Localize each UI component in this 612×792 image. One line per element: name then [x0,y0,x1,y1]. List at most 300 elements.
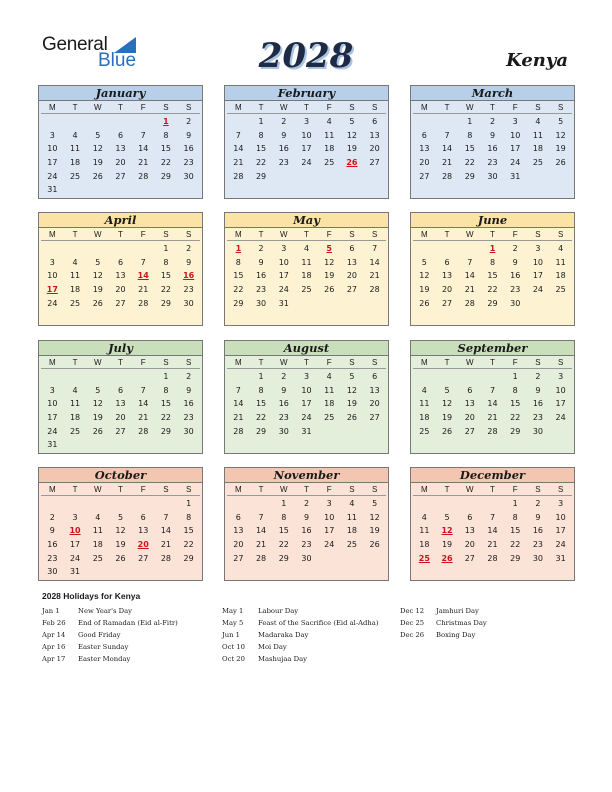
weekday-label: S [371,230,378,239]
weekday-header [413,101,572,114]
weekday-label: S [349,103,355,112]
weekday-label: F [326,103,332,112]
day-cell: 22 [160,413,172,423]
holiday-date: Oct 10 [222,643,245,651]
weekday-label: S [163,485,169,494]
holiday-day: 1 [235,244,242,253]
day-cell: 8 [467,130,473,140]
holiday-entry [42,641,178,653]
weekday-header [41,228,200,241]
day-cell: 3 [72,512,78,522]
weekday-label: S [371,103,378,112]
month-january [38,85,203,199]
weekday-label: M [49,230,56,239]
day-cell: 24 [47,426,58,436]
month-name: September [411,341,574,356]
day-cell: 10 [510,130,521,140]
weekday-label: T [258,230,264,239]
holiday-date: Dec 26 [400,631,425,639]
weekday-label: M [421,485,428,494]
weekday-label: S [557,485,564,494]
day-cell: 24 [324,540,335,550]
day-cell: 29 [278,553,289,563]
day-cell: 18 [92,540,103,550]
weekday-label: S [163,103,169,112]
day-cell: 27 [441,298,453,308]
day-cell: 4 [72,385,78,395]
day-cell: 22 [183,540,194,550]
day-cell: 29 [464,171,475,181]
day-cell: 17 [532,271,544,281]
holiday-entry [222,605,378,617]
day-cell: 10 [532,257,544,267]
day-cell: 22 [255,413,267,423]
weekday-label: S [349,230,355,239]
month-name: December [411,468,574,483]
weekday-label: S [349,358,355,367]
day-cell: 8 [163,257,169,267]
day-cell: 18 [324,144,335,154]
day-cell: 10 [278,257,289,267]
day-cell: 30 [183,426,194,436]
year-title: 2028 [258,36,354,76]
day-cell: 19 [346,144,358,154]
day-cell: 30 [532,426,544,436]
weekday-header [227,356,386,369]
month-june [410,212,575,326]
empty-cell [481,370,504,384]
day-cell: 20 [115,413,126,423]
month-name: May [225,213,388,228]
day-cell: 11 [69,399,81,409]
day-cell: 16 [183,399,194,409]
month-october [38,467,203,581]
weekday-label: F [140,230,146,239]
days-grid [41,370,200,452]
day-cell: 21 [487,540,498,550]
empty-cell [481,497,504,511]
empty-cell [458,497,481,511]
day-cell: 4 [72,257,78,267]
day-cell: 2 [186,372,192,381]
empty-cell [155,497,178,511]
logo-text-general: General [42,34,108,55]
day-cell: 3 [326,499,332,508]
day-cell: 17 [47,413,58,423]
day-cell: 7 [163,512,169,522]
day-cell: 11 [69,144,81,154]
day-cell: 29 [160,298,172,308]
day-cell: 13 [233,526,244,536]
day-cell: 22 [160,158,172,168]
day-cell: 19 [441,413,453,423]
day-cell: 11 [555,257,566,267]
day-cell: 10 [47,399,58,409]
day-cell: 6 [117,385,124,395]
day-cell: 7 [140,385,146,395]
empty-cell [64,115,87,129]
day-cell: 30 [278,426,289,436]
day-cell: 17 [510,144,521,154]
day-cell: 31 [69,567,81,577]
day-cell: 29 [233,298,244,308]
days-grid [41,115,200,197]
empty-cell [132,242,155,256]
day-cell: 9 [186,130,192,140]
day-cell: 11 [346,512,358,522]
day-cell: 16 [278,399,289,409]
empty-cell [109,497,132,511]
day-cell: 15 [183,526,194,536]
day-cell: 14 [233,399,244,409]
month-name: August [225,341,388,356]
weekday-label: T [258,358,264,367]
day-cell: 10 [47,271,58,281]
weekday-label: T [490,103,495,112]
day-cell: 9 [512,257,518,267]
days-grid [41,242,200,310]
day-cell: 24 [47,298,58,308]
holiday-day: 5 [326,244,332,253]
days-grid [227,370,386,438]
day-cell: 31 [47,440,58,450]
weekday-label: M [235,485,242,494]
day-cell: 28 [138,298,149,308]
day-cell: 26 [419,298,430,308]
day-cell: 25 [69,171,81,181]
day-cell: 2 [186,117,192,126]
weekday-label: S [535,358,541,367]
day-cell: 19 [419,285,430,295]
day-cell: 20 [115,158,126,168]
weekday-label: T [304,230,309,239]
day-cell: 22 [233,285,244,295]
day-cell: 9 [489,130,496,140]
day-cell: 23 [278,413,289,423]
day-cell: 8 [235,257,241,267]
day-cell: 23 [47,553,58,563]
empty-cell [436,242,459,256]
day-cell: 3 [535,244,541,253]
day-cell: 17 [555,399,566,409]
day-cell: 20 [369,144,380,154]
day-cell: 25 [92,553,103,563]
day-cell: 6 [372,117,378,126]
day-cell: 4 [558,244,564,253]
day-cell: 22 [487,285,498,295]
day-cell: 6 [467,385,473,395]
days-grid [227,497,386,565]
weekday-label: F [512,230,518,239]
empty-cell [132,370,155,384]
weekday-label: T [304,485,309,494]
day-cell: 22 [255,158,267,168]
empty-cell [436,115,459,129]
weekday-label: S [185,358,192,367]
day-cell: 10 [301,130,312,140]
day-cell: 8 [163,130,169,140]
day-cell: 20 [369,399,380,409]
day-cell: 5 [95,130,101,140]
month-september [410,340,575,454]
holiday-day: 25 [418,553,430,563]
month-name: April [39,213,202,228]
day-cell: 12 [115,526,126,536]
day-cell: 18 [301,271,312,281]
day-cell: 18 [532,144,544,154]
weekday-label: W [94,230,102,239]
weekday-label: F [140,358,146,367]
day-cell: 29 [183,553,194,563]
day-cell: 23 [510,285,521,295]
weekday-label: T [444,103,450,112]
weekday-label: T [490,230,495,239]
day-cell: 3 [303,117,310,126]
day-cell: 27 [419,171,430,181]
weekday-label: T [118,485,123,494]
day-cell: 16 [532,526,544,536]
holiday-date: Jun 1 [222,631,240,639]
month-name: October [39,468,202,483]
day-cell: 11 [324,385,335,395]
weekday-label: W [280,358,288,367]
holiday-column [222,605,378,665]
weekday-label: M [235,358,242,367]
weekday-label: M [235,103,242,112]
weekday-header [413,228,572,241]
day-cell: 2 [535,372,541,381]
day-cell: 5 [349,372,355,381]
day-cell: 12 [555,130,566,140]
weekday-label: S [535,485,541,494]
day-cell: 16 [183,144,194,154]
holiday-entry [222,653,378,665]
day-cell: 21 [464,285,475,295]
day-cell: 6 [235,512,241,522]
weekday-label: W [280,485,288,494]
day-cell: 1 [163,372,169,381]
day-cell: 16 [301,526,312,536]
day-cell: 17 [301,144,312,154]
day-cell: 7 [372,244,378,253]
day-cell: 22 [510,413,521,423]
day-cell: 11 [92,526,103,536]
day-cell: 11 [419,399,430,409]
day-cell: 8 [512,385,518,395]
weekday-label: T [444,230,450,239]
day-cell: 27 [115,298,126,308]
weekday-label: M [235,230,242,239]
day-cell: 23 [183,285,194,295]
day-cell: 28 [487,426,498,436]
day-cell: 21 [233,158,244,168]
day-cell: 11 [324,130,335,140]
weekday-header [413,356,572,369]
holiday-entry [42,629,178,641]
day-cell: 21 [369,271,380,281]
weekday-header [41,356,200,369]
weekday-header [41,101,200,114]
holiday-name: Boxing Day [436,631,476,639]
holiday-name: Jamhuri Day [436,607,479,615]
holiday-date: Jan 1 [42,607,60,615]
weekday-label: T [444,485,450,494]
weekday-label: W [94,485,102,494]
day-cell: 12 [92,271,103,281]
day-cell: 5 [444,385,450,395]
day-cell: 20 [233,540,244,550]
day-cell: 31 [301,426,312,436]
day-cell: 21 [233,413,244,423]
day-cell: 31 [555,553,566,563]
holiday-date: May 5 [222,619,244,627]
day-cell: 31 [278,298,289,308]
holiday-entry [400,605,487,617]
day-cell: 7 [467,257,473,267]
weekday-label: F [512,485,518,494]
day-cell: 12 [346,385,358,395]
day-cell: 5 [558,117,564,126]
day-cell: 15 [255,399,267,409]
weekday-label: T [258,103,264,112]
day-cell: 23 [255,285,267,295]
day-cell: 25 [324,413,335,423]
day-cell: 9 [281,385,287,395]
empty-cell [64,497,87,511]
day-cell: 22 [464,158,475,168]
day-cell: 14 [487,399,498,409]
weekday-label: F [140,103,146,112]
day-cell: 19 [324,271,335,281]
day-cell: 7 [258,512,264,522]
day-cell: 22 [510,540,521,550]
day-cell: 26 [369,540,380,550]
day-cell: 24 [278,285,289,295]
day-cell: 1 [258,117,264,126]
holiday-entry [222,629,378,641]
day-cell: 19 [115,540,126,550]
day-cell: 25 [301,285,312,295]
holiday-date: Oct 20 [222,655,245,663]
day-cell: 14 [464,271,475,281]
day-cell: 2 [535,499,541,508]
day-cell: 30 [487,171,498,181]
holiday-name: Mashujaa Day [258,655,307,663]
day-cell: 2 [258,244,264,253]
day-cell: 15 [233,271,244,281]
day-cell: 26 [115,553,126,563]
day-cell: 6 [117,257,124,267]
day-cell: 6 [444,257,450,267]
day-cell: 28 [160,553,172,563]
day-cell: 12 [346,130,358,140]
weekday-header [227,228,386,241]
day-cell: 9 [303,512,310,522]
empty-cell [64,370,87,384]
day-cell: 17 [69,540,81,550]
day-cell: 8 [258,130,264,140]
day-cell: 9 [258,257,264,267]
weekday-label: F [512,103,518,112]
day-cell: 14 [233,144,244,154]
day-cell: 28 [464,298,475,308]
day-cell: 17 [278,271,289,281]
weekday-label: F [326,230,332,239]
day-cell: 26 [92,298,103,308]
day-cell: 4 [349,499,355,508]
holiday-name: Feast of the Sacrifice (Eid al-Adha) [258,619,379,627]
holiday-day: 26 [346,158,358,168]
day-cell: 14 [487,526,498,536]
month-july [38,340,203,454]
day-cell: 3 [558,499,564,508]
day-cell: 26 [92,426,103,436]
day-cell: 18 [69,413,81,423]
day-cell: 1 [281,499,287,508]
day-cell: 7 [235,130,241,140]
day-cell: 5 [444,512,450,522]
weekday-label: W [94,358,102,367]
day-cell: 15 [160,271,172,281]
day-cell: 16 [278,144,289,154]
holiday-entry [400,629,487,641]
weekday-header [227,483,386,496]
day-cell: 20 [419,158,430,168]
day-cell: 9 [535,512,541,522]
empty-cell [413,497,436,511]
day-cell: 11 [532,130,544,140]
empty-cell [41,497,64,511]
day-cell: 13 [115,271,126,281]
day-cell: 14 [255,526,267,536]
weekday-label: T [72,103,78,112]
day-cell: 11 [301,257,312,267]
day-cell: 26 [346,413,358,423]
day-cell: 3 [49,385,55,395]
days-grid [41,497,200,579]
weekday-label: F [512,358,518,367]
day-cell: 25 [419,426,430,436]
day-cell: 10 [47,144,58,154]
days-grid [413,115,572,183]
day-cell: 27 [233,553,244,563]
day-cell: 5 [95,385,101,395]
day-cell: 24 [69,553,81,563]
weekday-label: T [72,230,78,239]
day-cell: 25 [555,285,566,295]
day-cell: 23 [532,540,544,550]
day-cell: 13 [369,130,380,140]
day-cell: 3 [558,372,564,381]
day-cell: 23 [183,158,194,168]
weekday-label: M [49,103,56,112]
weekday-label: F [326,485,332,494]
day-cell: 6 [117,130,124,140]
empty-cell [436,370,459,384]
day-cell: 30 [255,298,267,308]
day-cell: 12 [441,399,453,409]
weekday-label: S [535,230,541,239]
day-cell: 6 [140,512,146,522]
day-cell: 29 [510,426,521,436]
empty-cell [109,115,132,129]
weekday-label: T [304,103,309,112]
day-cell: 24 [301,158,312,168]
weekday-label: W [94,103,102,112]
weekday-label: M [421,103,428,112]
weekday-label: W [466,230,474,239]
weekday-label: T [304,358,309,367]
